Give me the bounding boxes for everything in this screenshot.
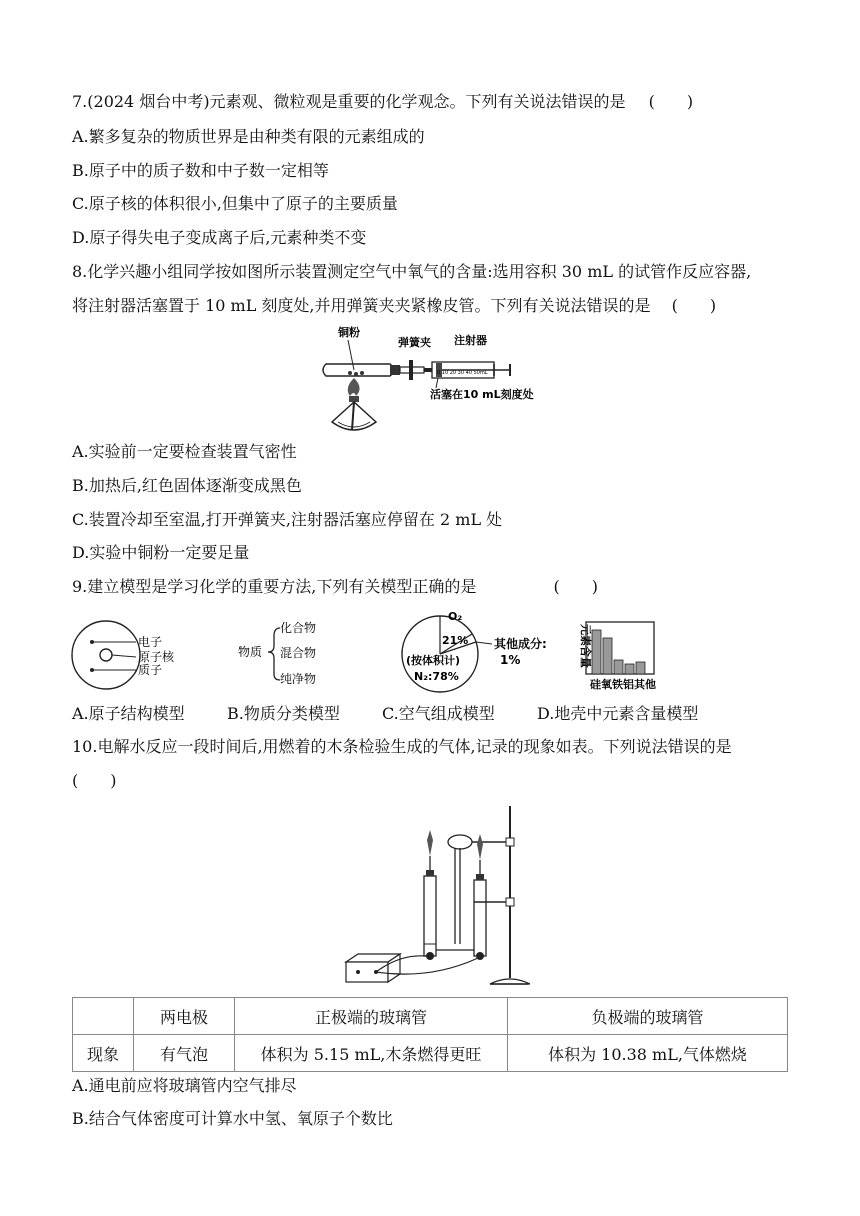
q9-d-ylabel: 元素含量 — [579, 624, 592, 668]
q9-c-note: (按体积计) — [406, 654, 461, 667]
q7-stem: 7.(2024 烟台中考)元素观、微粒观是重要的化学观念。下列有关说法错误的是 — [72, 92, 626, 111]
q9-b-item2: 混合物 — [280, 646, 317, 660]
q9-answer-paren: ( ) — [553, 577, 598, 596]
q9-c-o2: O₂ — [448, 610, 463, 623]
table-header-cell: 正极端的玻璃管 — [235, 998, 508, 1035]
q8-option-b: B.加热后,红色固体逐渐变成黑色 — [72, 476, 302, 495]
q9-a-nucleus: 原子核 — [138, 650, 175, 664]
q8-option-d: D.实验中铜粉一定要足量 — [72, 543, 250, 562]
q9-a-proton: 质子 — [138, 663, 163, 677]
q9-fig-classification-model — [236, 614, 346, 690]
q7-option-c: C.原子核的体积很小,但集中了原子的主要质量 — [72, 194, 398, 213]
q8-syringe-scale: 0 10 20 30 40 50mL — [437, 370, 488, 376]
q9-b-root: 物质 — [238, 645, 263, 659]
table-cell: 现象 — [73, 1035, 134, 1072]
table-row — [73, 998, 788, 1035]
q8-label-piston: 活塞在10 mL刻度处 — [430, 388, 534, 401]
q7-option-b: B.原子中的质子数和中子数一定相等 — [72, 161, 329, 180]
q7-option-a: A.繁多复杂的物质世界是由种类有限的元素组成的 — [72, 127, 425, 146]
q10-electrolysis-figure — [340, 804, 530, 990]
q9-c-o2-pct: 21% — [442, 634, 469, 647]
table-cell: 体积为 5.15 mL,木条燃得更旺 — [235, 1035, 508, 1072]
q9-c-n2: N₂:78% — [414, 670, 459, 683]
table-cell: 有气泡 — [134, 1035, 235, 1072]
q9-a-electron: 电子 — [138, 635, 163, 649]
q9-c-other-pct: 1% — [500, 653, 521, 667]
q9-option-b: B.物质分类模型 — [227, 704, 340, 723]
q10-answer-paren: ( ) — [72, 771, 117, 790]
q8-option-c: C.装置冷却至室温,打开弹簧夹,注射器活塞应停留在 2 mL 处 — [72, 510, 503, 529]
table-row — [73, 1035, 788, 1072]
q9-fig-atom-model — [68, 612, 198, 692]
q10-stem: 10.电解水反应一段时间后,用燃着的木条检验生成的气体,记录的现象如表。下列说法错误的是 — [72, 737, 732, 756]
q9-d-xlabel: 硅氧铁铝其他 — [590, 678, 656, 691]
q9-b-item3: 纯净物 — [280, 672, 317, 686]
q8-apparatus-figure — [318, 322, 548, 440]
q8-stem-line1: 8.化学兴趣小组同学按如图所示装置测定空气中氧气的含量:选用容积 30 mL 的试管作反应容器, — [72, 262, 752, 281]
table-header-cell — [73, 998, 134, 1035]
q10-option-a: A.通电前应将玻璃管内空气排尽 — [72, 1076, 297, 1095]
q8-stem2: 将注射器活塞置于 10 mL 刻度处,并用弹簧夹夹紧橡皮管。下列有关说法错误的是 — [72, 296, 651, 315]
q9-c-other: 其他成分: — [494, 637, 547, 651]
q8-label-syringe: 注射器 — [454, 334, 487, 347]
q9-option-d: D.地壳中元素含量模型 — [537, 704, 699, 723]
q7-stem-line — [72, 91, 693, 113]
q9-stem-line — [72, 576, 598, 598]
q7-answer-paren: ( ) — [648, 92, 694, 111]
q9-option-c: C.空气组成模型 — [382, 704, 495, 723]
q8-label-clamp: 弹簧夹 — [398, 336, 431, 349]
q10-option-b: B.结合气体密度可计算水中氢、氧原子个数比 — [72, 1109, 393, 1128]
q9-fig-air-pie — [396, 606, 596, 696]
q9-fig-crust-bar — [570, 616, 670, 696]
q9-b-item1: 化合物 — [280, 621, 317, 635]
table-header-cell: 两电极 — [134, 998, 235, 1035]
q8-option-a: A.实验前一定要检查装置气密性 — [72, 442, 297, 461]
q9-stem: 9.建立模型是学习化学的重要方法,下列有关模型正确的是 — [72, 577, 477, 596]
q9-option-a: A.原子结构模型 — [72, 704, 185, 723]
q8-answer-paren: ( ) — [671, 296, 717, 315]
q8-label-copper: 铜粉 — [338, 326, 360, 339]
table-cell: 体积为 10.38 mL,气体燃烧 — [508, 1035, 788, 1072]
table-header-cell: 负极端的玻璃管 — [508, 998, 788, 1035]
q7-option-d: D.原子得失电子变成离子后,元素种类不变 — [72, 228, 367, 247]
q10-observation-table — [72, 997, 788, 1072]
q8-stem-line2 — [72, 295, 716, 317]
